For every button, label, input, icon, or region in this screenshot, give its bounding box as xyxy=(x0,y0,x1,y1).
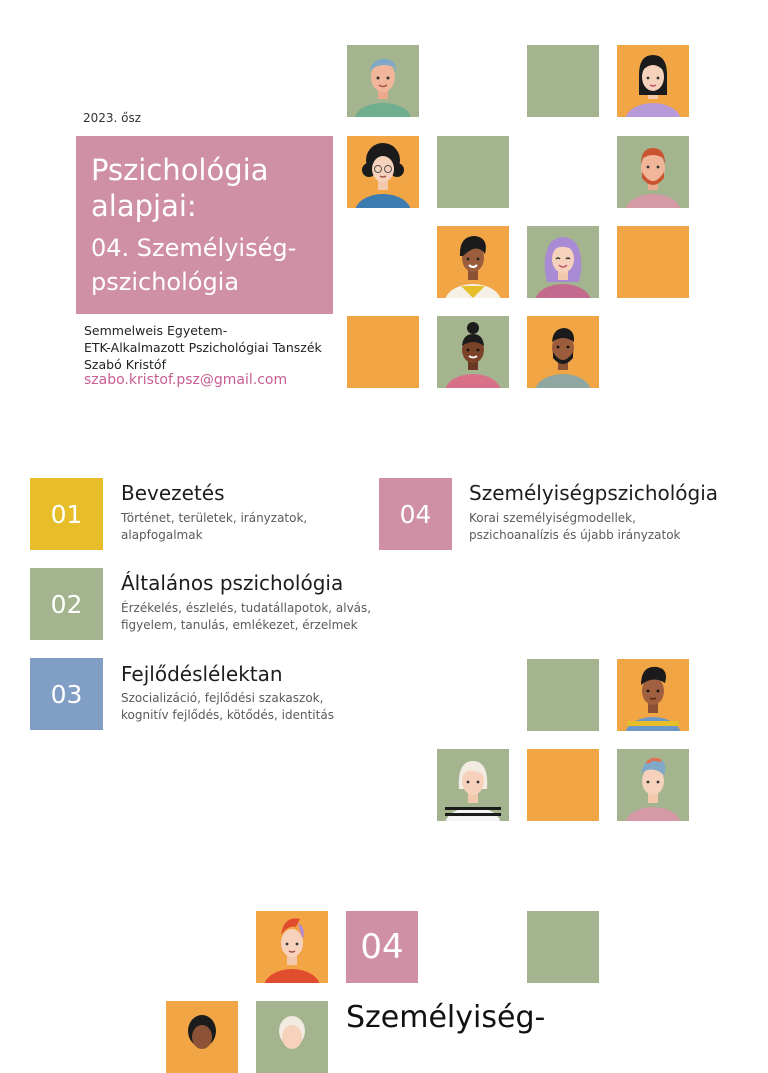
agenda-title-04: Személyiségpszichológia xyxy=(469,481,719,505)
department-name: ETK-Alkalmazott Pszichológiai Tanszék xyxy=(84,340,322,355)
title-line-4: pszichológia xyxy=(91,268,240,296)
agenda-desc-02-line2: figyelem, tanulás, emlékezet, érzelmek xyxy=(121,618,358,632)
section-title: Személyiség- xyxy=(346,1000,546,1035)
person-avatar-icon xyxy=(617,749,689,821)
agenda-desc-04 xyxy=(469,510,681,544)
title-line-2: alapjai: xyxy=(91,189,197,223)
agenda-desc-02 xyxy=(121,600,371,634)
person-avatar-icon xyxy=(256,1001,328,1073)
university-name: Semmelweis Egyetem- xyxy=(84,323,228,338)
agenda-desc-01-line1: Történet, területek, irányzatok, xyxy=(121,511,308,525)
person-avatar-icon xyxy=(166,1001,238,1073)
color-tile xyxy=(527,911,599,983)
person-avatar-icon xyxy=(437,749,509,821)
agenda-desc-03-line1: Szocializáció, fejlődési szakaszok, xyxy=(121,691,324,705)
person-avatar-icon xyxy=(527,316,599,388)
person-avatar-icon xyxy=(347,45,419,117)
color-tile xyxy=(347,316,419,388)
author-info xyxy=(84,322,322,373)
person-avatar-icon xyxy=(617,136,689,208)
person-avatar-icon xyxy=(617,659,689,731)
agenda-desc-04-line2: pszichoanalízis és újabb irányzatok xyxy=(469,528,681,542)
agenda-desc-02-line1: Érzékelés, észlelés, tudatállapotok, alvás, xyxy=(121,601,372,615)
title-box xyxy=(76,136,333,314)
agenda-number-04: 04 xyxy=(379,478,452,550)
title-line-3: 04. Személyiség- xyxy=(91,234,297,262)
color-tile xyxy=(617,226,689,298)
person-avatar-icon xyxy=(437,226,509,298)
agenda-desc-01-line2: alapfogalmak xyxy=(121,528,203,542)
person-avatar-icon xyxy=(256,911,328,983)
agenda-desc-03-line2: kognitív fejlődés, kötődés, identitás xyxy=(121,708,334,722)
color-tile xyxy=(527,749,599,821)
person-avatar-icon xyxy=(527,226,599,298)
person-avatar-icon xyxy=(617,45,689,117)
title-main xyxy=(91,152,268,224)
author-email-link[interactable]: szabo.kristof.psz@gmail.com xyxy=(84,372,288,388)
semester-label: 2023. ősz xyxy=(83,111,142,125)
agenda-number-01: 01 xyxy=(30,478,103,550)
color-tile xyxy=(437,136,509,208)
agenda-desc-01 xyxy=(121,510,307,544)
author-name: Szabó Kristóf xyxy=(84,357,166,372)
agenda-desc-03 xyxy=(121,690,334,724)
agenda-title-02: Általános pszichológia xyxy=(121,571,344,595)
person-avatar-icon xyxy=(347,136,419,208)
agenda-title-03: Fejlődéslélektan xyxy=(121,662,283,686)
agenda-number-02: 02 xyxy=(30,568,103,640)
title-line-1: Pszichológia xyxy=(91,153,269,187)
agenda-desc-04-line1: Korai személyiségmodellek, xyxy=(469,511,636,525)
title-sub xyxy=(91,231,296,299)
person-avatar-icon xyxy=(437,316,509,388)
section-number: 04 xyxy=(346,911,418,983)
color-tile xyxy=(527,659,599,731)
agenda-title-01: Bevezetés xyxy=(121,481,225,505)
agenda-number-03: 03 xyxy=(30,658,103,730)
color-tile xyxy=(527,45,599,117)
